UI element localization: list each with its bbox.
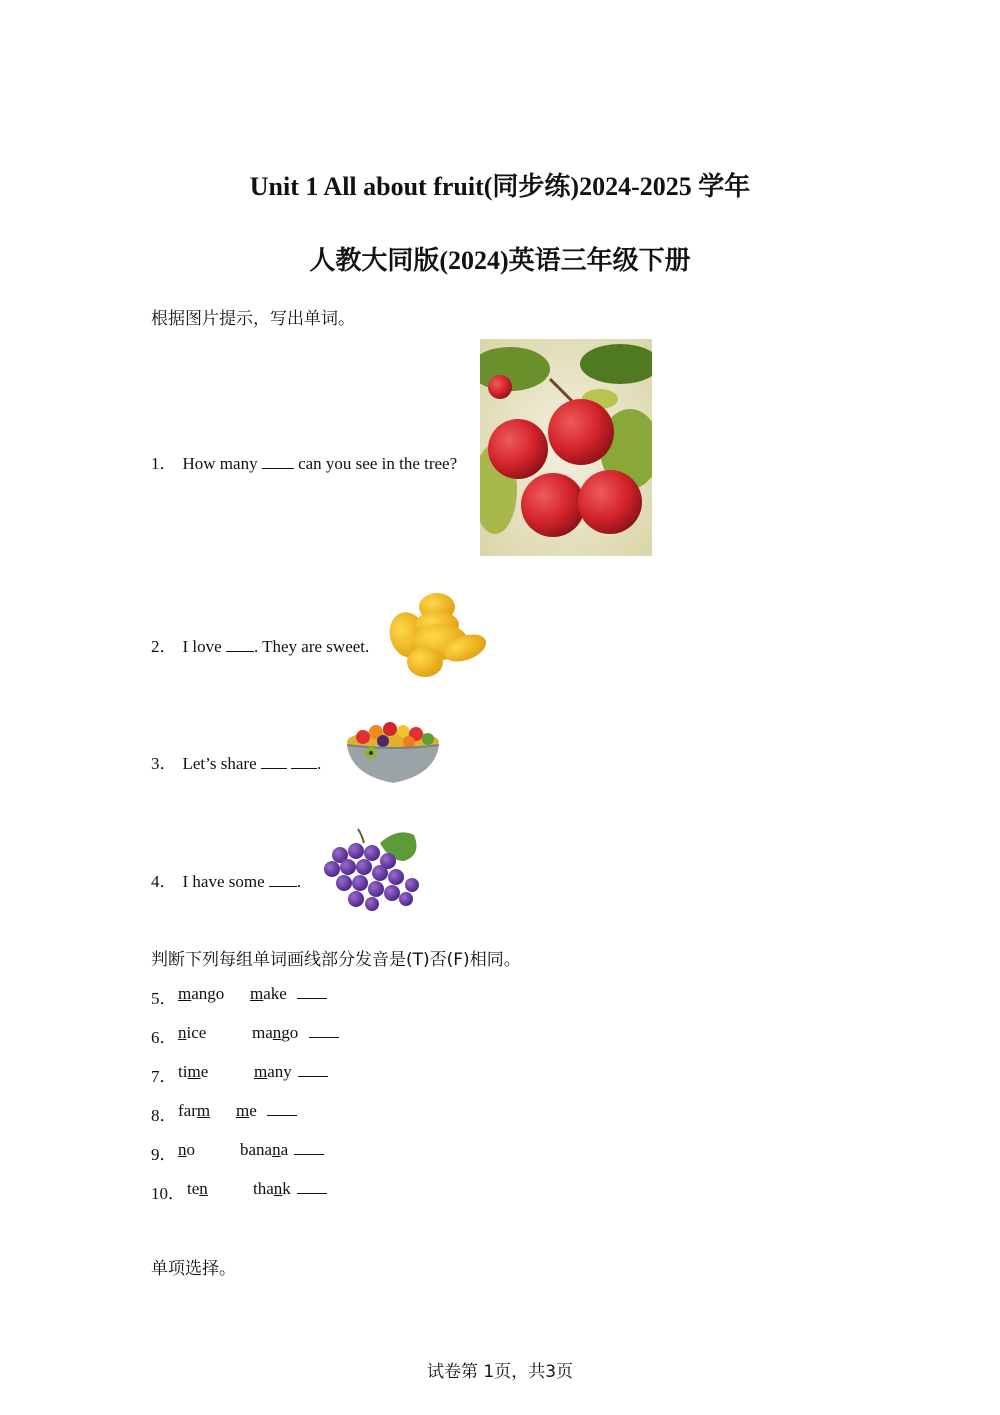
section-heading-pronunciation: 判断下列每组单词画线部分发音是(T)否(F)相同。 xyxy=(151,950,521,970)
question-5 xyxy=(151,984,177,1009)
word-a: no xyxy=(178,1140,195,1159)
apples-tree-image xyxy=(480,339,652,556)
word-b: mango xyxy=(252,1023,339,1043)
question-number: 5． xyxy=(151,989,177,1008)
answer-blank[interactable] xyxy=(226,650,254,652)
answer-blank[interactable] xyxy=(298,1075,328,1077)
question-number: 4． xyxy=(151,872,177,891)
page-footer: 试卷第 1页，共3页 xyxy=(426,1362,574,1382)
grapes-image xyxy=(318,825,423,913)
word-b: banana xyxy=(240,1140,324,1160)
question-4: 4． I have some . xyxy=(151,872,302,891)
word-b: me xyxy=(236,1101,297,1121)
answer-blank[interactable] xyxy=(261,767,287,769)
question-7 xyxy=(151,1062,177,1087)
answer-blank[interactable] xyxy=(291,767,317,769)
question-number: 9． xyxy=(151,1145,177,1164)
answer-blank[interactable] xyxy=(297,997,327,999)
word-a: time xyxy=(178,1062,209,1081)
question-3: 3． Let’s share . xyxy=(151,754,322,773)
answer-blank[interactable] xyxy=(262,467,294,469)
question-number: 8． xyxy=(151,1106,177,1125)
word-b: make xyxy=(250,984,327,1004)
word-b: many xyxy=(254,1062,328,1082)
page-title-line2: 人教大同版(2024)英语三年级下册 xyxy=(309,246,691,275)
question-9 xyxy=(151,1140,177,1165)
question-number: 1． xyxy=(151,454,177,473)
section-heading-multiple-choice: 单项选择。 xyxy=(151,1259,236,1279)
word-a: farm xyxy=(178,1101,211,1120)
question-6 xyxy=(151,1023,177,1048)
question-8 xyxy=(151,1101,177,1126)
question-number: 3． xyxy=(151,754,177,773)
question-number: 2． xyxy=(151,637,177,656)
question-number: 10． xyxy=(151,1184,185,1203)
question-10 xyxy=(151,1179,185,1204)
word-b: thank xyxy=(253,1179,327,1199)
mangoes-image xyxy=(385,587,490,682)
question-number: 6． xyxy=(151,1028,177,1047)
answer-blank[interactable] xyxy=(269,885,297,887)
question-1: 1． How many can you see in the tree? xyxy=(151,454,458,473)
word-a: ten xyxy=(187,1179,208,1198)
word-a: nice xyxy=(178,1023,207,1042)
question-2: 2． I love . They are sweet. xyxy=(151,637,370,656)
answer-blank[interactable] xyxy=(294,1153,324,1155)
word-a: mango xyxy=(178,984,225,1003)
answer-blank[interactable] xyxy=(297,1192,327,1194)
fruit-salad-bowl-image xyxy=(343,707,443,787)
section-heading-picture-words: 根据图片提示，写出单词。 xyxy=(151,309,355,329)
answer-blank[interactable] xyxy=(267,1114,297,1116)
page-title-line1: Unit 1 All about fruit(同步练)2024-2025 学年 xyxy=(249,172,751,201)
question-number: 7． xyxy=(151,1067,177,1086)
answer-blank[interactable] xyxy=(309,1036,339,1038)
